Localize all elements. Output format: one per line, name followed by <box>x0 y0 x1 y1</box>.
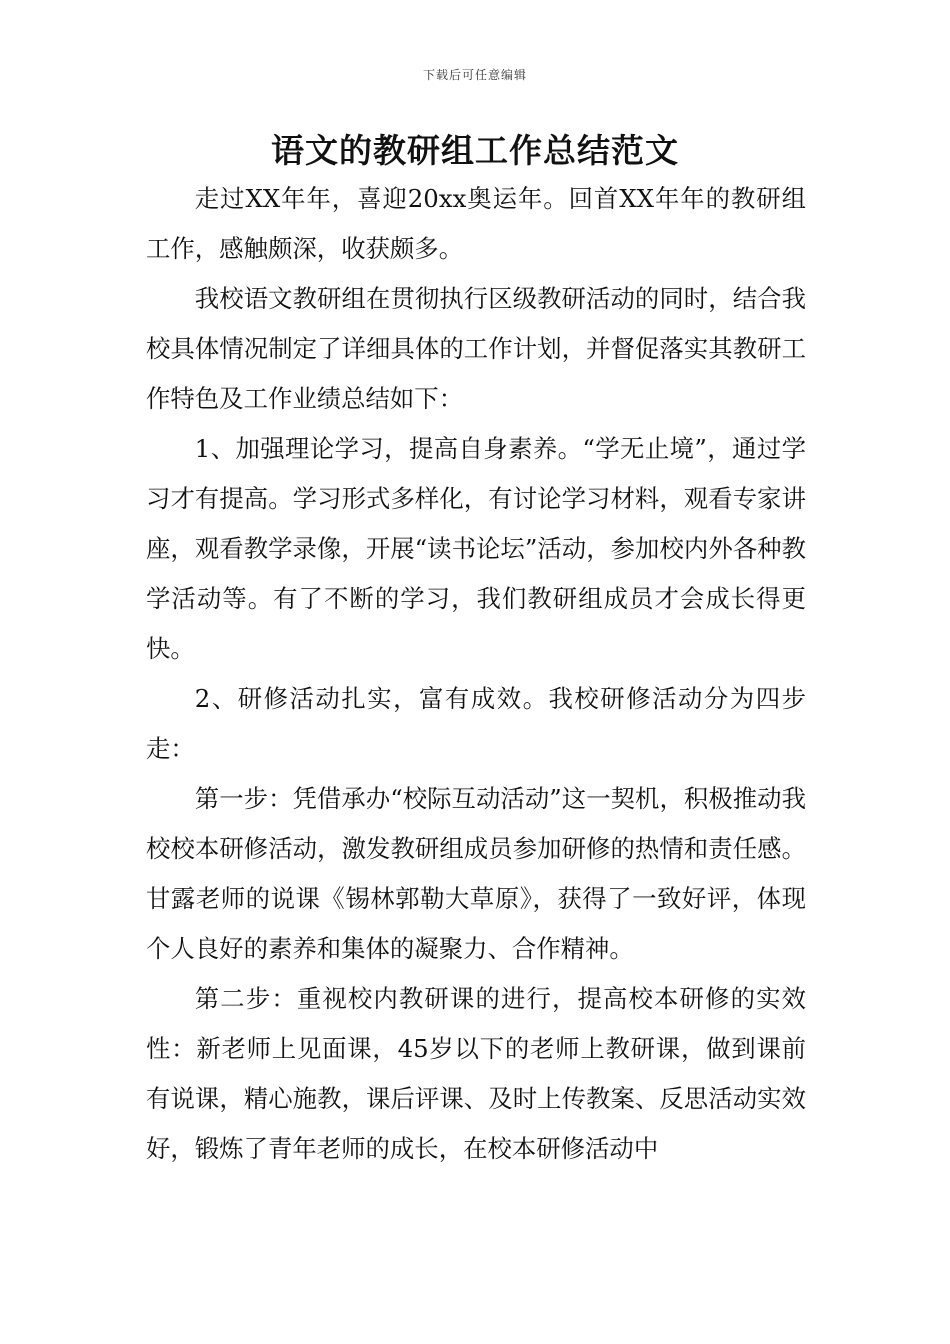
paragraph: 第一步：凭借承办“校际互动活动”这一契机，积极推动我校校本研修活动，激发教研组成员参加研修的热情和责任感。甘露老师的说课《锡林郭勒大草原》，获得了一致好评，体现个人良好的素养和集体的凝聚力、合作精神。 <box>146 784 806 963</box>
document-body <box>146 174 806 1174</box>
paragraph: 第二步：重视校内教研课的进行，提高校本研修的实效性：新老师上见面课，45岁以下的老师上教研课，做到课前有说课，精心施教，课后评课、及时上传教案、反思活动实效好，锻炼了青年老师的成长，在校本研修活动中 <box>146 984 806 1163</box>
document-title: 语文的教研组工作总结范文 <box>271 131 679 170</box>
paragraph: 2、研修活动扎实，富有成效。我校研修活动分为四步走： <box>146 684 806 763</box>
header-note: 下载后可任意编辑 <box>422 68 527 82</box>
paragraph: 走过XX年年，喜迎20xx奥运年。回首XX年年的教研组工作，感触颇深，收获颇多。 <box>146 184 806 263</box>
paragraph: 1、加强理论学习，提高自身素养。“学无止境”，通过学习才有提高。学习形式多样化，有讨论学习材料，观看专家讲座，观看教学录像，开展“读书论坛”活动，参加校内外各种教学活动等。有了不断的学习，我们教研组成员才会成长得更快。 <box>146 434 806 663</box>
paragraph: 我校语文教研组在贯彻执行区级教研活动的同时，结合我校具体情况制定了详细具体的工作计划，并督促落实其教研工作特色及工作业绩总结如下： <box>146 284 806 413</box>
